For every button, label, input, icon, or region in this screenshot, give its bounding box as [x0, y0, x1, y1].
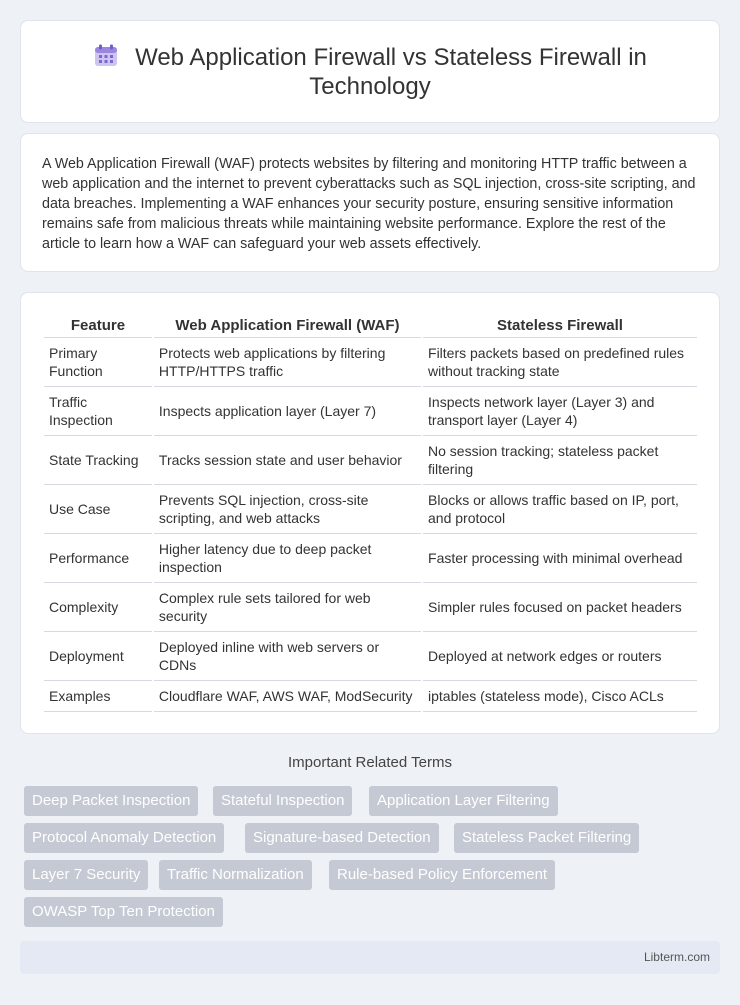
table-row	[44, 632, 697, 681]
footer	[20, 941, 720, 974]
comparison-table	[42, 316, 699, 712]
related-term-tag[interactable]: Traffic Normalization	[159, 860, 312, 890]
table-cell: State Tracking	[44, 436, 152, 485]
table-cell: Blocks or allows traffic based on IP, port, and protocol	[423, 485, 697, 534]
table-cell: Complex rule sets tailored for web security	[154, 583, 421, 632]
table-row	[44, 681, 697, 712]
table-cell: Tracks session state and user behavior	[154, 436, 421, 485]
table-cell: Filters packets based on predefined rules without tracking state	[423, 338, 697, 387]
table-row	[44, 387, 697, 436]
table-cell: Protects web applications by filtering HTTP/HTTPS traffic	[154, 338, 421, 387]
related-term-tag[interactable]: Stateless Packet Filtering	[454, 823, 639, 853]
table-cell: Deployed inline with web servers or CDNs	[154, 632, 421, 681]
table-row	[44, 338, 697, 387]
page-title: Web Application Firewall vs Stateless Firewall in Technology	[135, 44, 647, 100]
related-term-tag[interactable]: Application Layer Filtering	[369, 786, 558, 816]
table-cell: No session tracking; stateless packet filtering	[423, 436, 697, 485]
related-term-tag[interactable]: Rule-based Policy Enforcement	[329, 860, 555, 890]
related-term-tag[interactable]: Deep Packet Inspection	[24, 786, 198, 816]
table-row	[44, 583, 697, 632]
table-cell: Cloudflare WAF, AWS WAF, ModSecurity	[154, 681, 421, 712]
table-cell: Use Case	[44, 485, 152, 534]
title-card	[20, 20, 720, 123]
table-row	[44, 534, 697, 583]
table-cell: iptables (stateless mode), Cisco ACLs	[423, 681, 697, 712]
footer-site-link[interactable]: Libterm.com	[643, 950, 710, 964]
calendar-icon	[93, 44, 119, 68]
table-cell: Simpler rules focused on packet headers	[423, 583, 697, 632]
table-header: Web Application Firewall (WAF)	[154, 316, 421, 338]
table-cell: Complexity	[44, 583, 152, 632]
table-cell: Performance	[44, 534, 152, 583]
table-header-row	[44, 316, 697, 338]
intro-card	[20, 133, 720, 272]
related-term-tag[interactable]: Protocol Anomaly Detection	[24, 823, 224, 853]
table-cell: Higher latency due to deep packet inspection	[154, 534, 421, 583]
table-header: Feature	[44, 316, 152, 338]
table-cell: Inspects application layer (Layer 7)	[154, 387, 421, 436]
table-cell: Faster processing with minimal overhead	[423, 534, 697, 583]
table-row	[44, 436, 697, 485]
related-term-tag[interactable]: OWASP Top Ten Protection	[24, 897, 223, 927]
table-header: Stateless Firewall	[423, 316, 697, 338]
table-row	[44, 485, 697, 534]
table-cell: Deployment	[44, 632, 152, 681]
related-term-tag[interactable]: Layer 7 Security	[24, 860, 148, 890]
table-cell: Traffic Inspection	[44, 387, 152, 436]
table-cell: Prevents SQL injection, cross-site scripting, and web attacks	[154, 485, 421, 534]
related-term-tag[interactable]: Signature-based Detection	[245, 823, 439, 853]
table-cell: Examples	[44, 681, 152, 712]
intro-paragraph: A Web Application Firewall (WAF) protects websites by filtering and monitoring HTTP traffic between a web application and the internet to prevent cyberattacks such as SQL injection, cross-site scripting, and data breaches. Implementing a WAF enhances your security posture, ensuring sensitive information remains safe from malicious threats while maintaining website performance. Explore the rest of the article to learn how a WAF can safeguard your web assets effectively.	[42, 156, 696, 252]
page-title-wrap	[61, 43, 679, 101]
related-term-tag[interactable]: Stateful Inspection	[213, 786, 352, 816]
comparison-table-card	[20, 292, 720, 734]
table-cell: Deployed at network edges or routers	[423, 632, 697, 681]
table-cell: Primary Function	[44, 338, 152, 387]
related-terms-heading: Important Related Terms	[288, 754, 452, 771]
table-cell: Inspects network layer (Layer 3) and transport layer (Layer 4)	[423, 387, 697, 436]
